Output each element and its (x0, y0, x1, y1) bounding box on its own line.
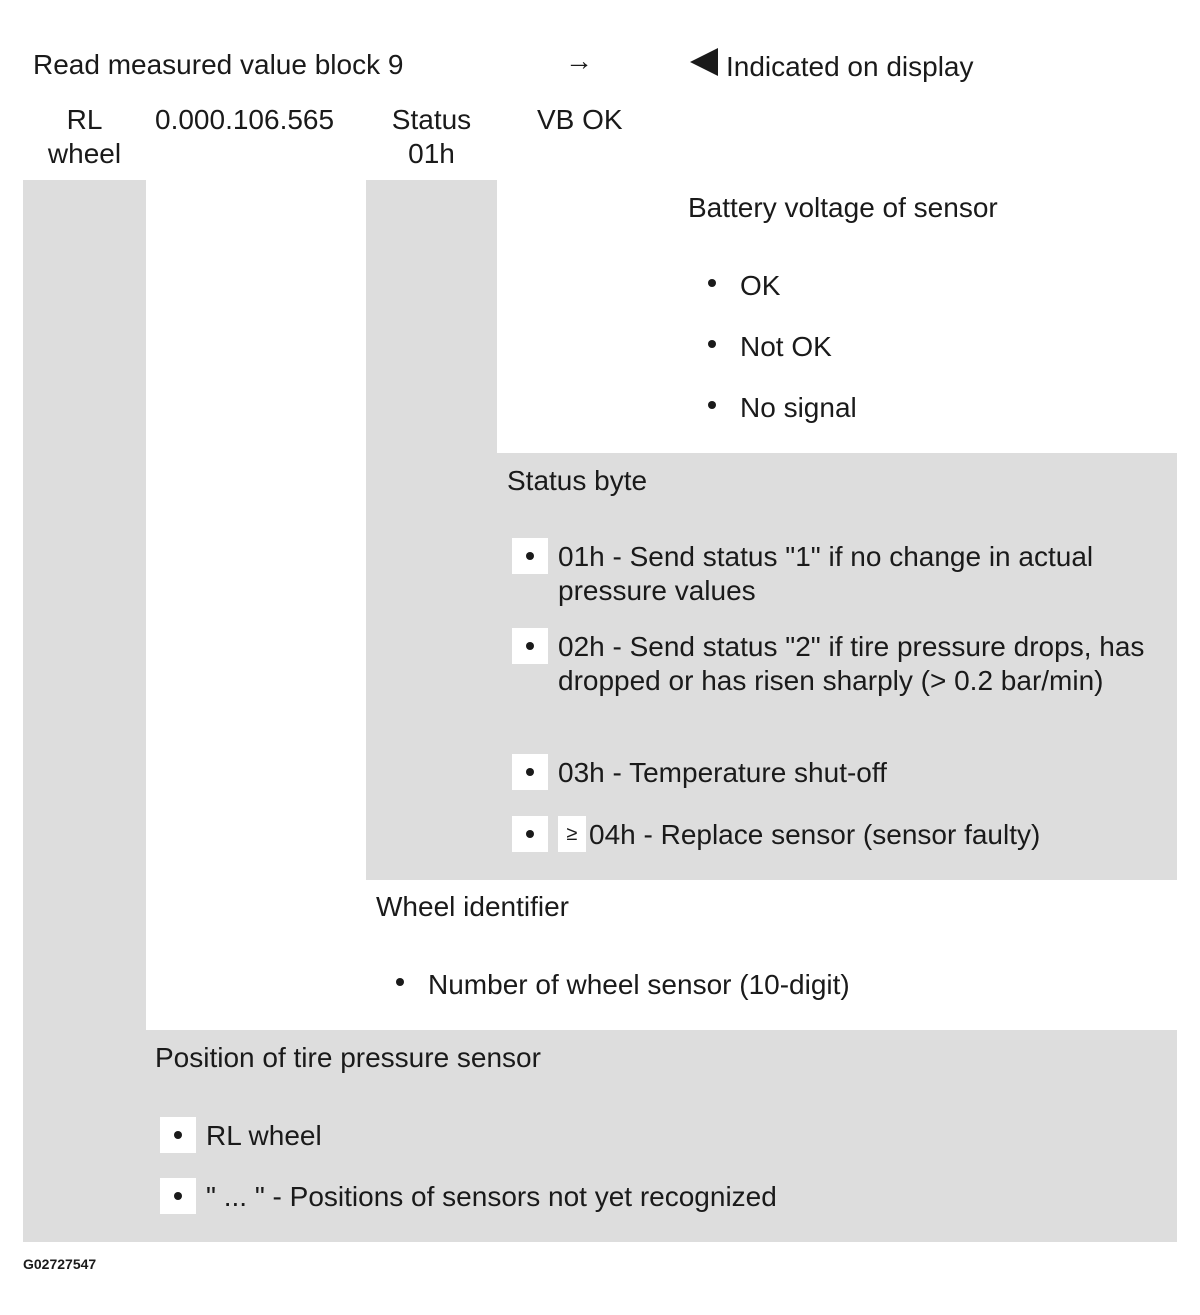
status-header-line2: 01h (408, 138, 455, 169)
legend-label: Indicated on display (726, 51, 974, 82)
battery-item-2: Not OK (740, 331, 832, 362)
status-header (366, 103, 497, 171)
wheel-heading: Wheel identifier (376, 891, 569, 922)
display-triangle-icon (690, 48, 718, 76)
position-header-line2: wheel (47, 138, 122, 169)
battery-bullet-2 (708, 340, 716, 348)
figure-code: G02727547 (23, 1256, 97, 1272)
battery-heading: Battery voltage of sensor (688, 192, 998, 223)
position-bullet-2 (160, 1178, 196, 1214)
battery-item-3: No signal (740, 392, 857, 423)
status-header-line1: Status (391, 104, 472, 135)
battery-bullet-3 (708, 401, 716, 409)
position-bullet-1 (160, 1117, 196, 1153)
battery-header: VB OK (537, 104, 623, 135)
block-title: Read measured value block 9 (33, 49, 404, 80)
position-item-1: RL wheel (206, 1120, 322, 1151)
status-bullet-2 (512, 628, 548, 664)
battery-item-1: OK (740, 270, 781, 301)
position-item-2: " ... " - Positions of sensors not yet recognized (206, 1181, 777, 1212)
status-bullet-3 (512, 754, 548, 790)
wheel-item-1: Number of wheel sensor (10-digit) (428, 969, 850, 1000)
status-bullet-1 (512, 538, 548, 574)
status-bullet-4 (512, 816, 548, 852)
arrow-icon: → (565, 45, 593, 76)
greater-equal-icon: ≥ (558, 816, 586, 852)
status-item-2: 02h - Send status "2" if tire pressure drops, has dropped or has risen sharply (> 0.2 bar/min) (558, 631, 1145, 696)
wheel-bullet-1 (396, 978, 404, 986)
sensor-id-header: 0.000.106.565 (155, 104, 335, 135)
status-item-1: 01h - Send status "1" if no change in actual pressure values (558, 541, 1094, 606)
position-header-line1: RL (66, 104, 103, 135)
battery-bullet-1 (708, 279, 716, 287)
status-heading: Status byte (507, 465, 648, 496)
position-header (23, 103, 146, 171)
position-heading: Position of tire pressure sensor (155, 1042, 541, 1073)
status-item-4: 04h - Replace sensor (sensor faulty) (589, 819, 1041, 850)
status-item-3: 03h - Temperature shut-off (558, 757, 887, 788)
